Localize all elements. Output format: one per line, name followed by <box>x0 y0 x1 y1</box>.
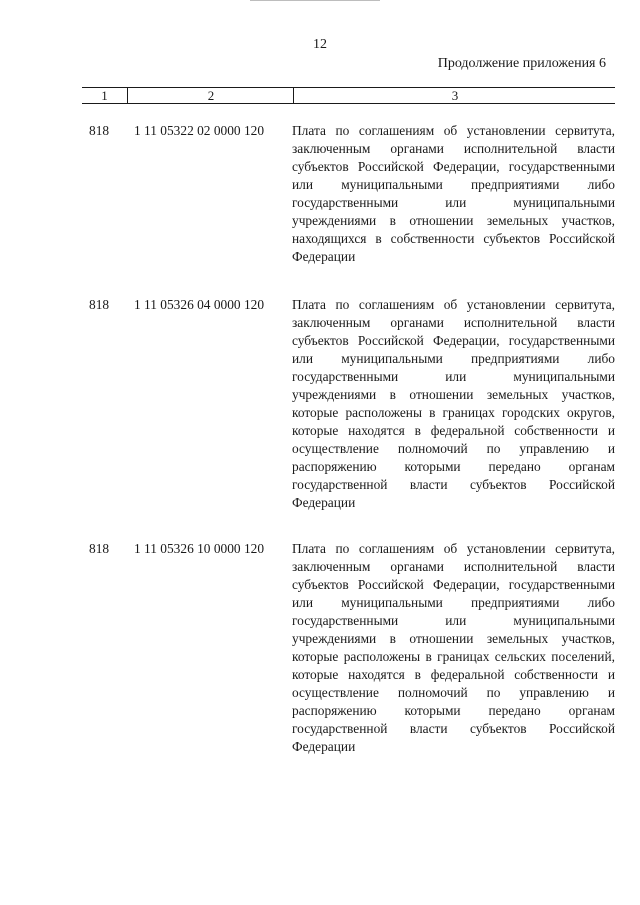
admin-code: 818 <box>89 541 110 556</box>
header-col-3: 3 <box>293 88 616 103</box>
income-code: 1 11 05326 04 0000 120 <box>134 297 265 312</box>
income-description: Плата по соглашениям об установлении сервитута, заключенным органами исполнительной власти субъектов Российской Федерации, государственными или муниципальными предприятиями либо государственными или муниципальными учреждениями в отношении земельных участков, которые расположены в границах городских округов, которые находятся в федеральной собственности и осуществление полномочий по управлению и распоряжению которыми передано органам государственной власти субъектов Российской Федерации <box>292 297 615 510</box>
page-number: 12 <box>313 37 327 52</box>
header-col-2: 2 <box>127 88 294 103</box>
continuation-caption: Продолжение приложения 6 <box>437 56 606 71</box>
income-code: 1 11 05326 10 0000 120 <box>134 541 265 556</box>
admin-code: 818 <box>89 297 110 312</box>
income-description: Плата по соглашениям об установлении сервитута, заключенным органами исполнительной власти субъектов Российской Федерации, государственными или муниципальными предприятиями либо государственными или муниципальными учреждениями в отношении земельных участков, которые расположены в границах сельских поселений, которые находятся в федеральной собственности и осуществление полномочий по управлению и распоряжению которыми передано органам государственной власти субъектов Российской Федерации <box>292 541 615 754</box>
income-description: Плата по соглашениям об установлении сервитута, заключенным органами исполнительной власти субъектов Российской Федерации, государственными или муниципальными предприятиями либо государственными или муниципальными учреждениями в отношении земельных участков, находящихся в собственности субъектов Российской Федерации <box>292 123 615 264</box>
top-divider <box>250 0 380 1</box>
admin-code: 818 <box>89 123 110 138</box>
header-col-1: 1 <box>101 88 108 103</box>
income-code: 1 11 05322 02 0000 120 <box>134 123 265 138</box>
table-header <box>82 87 615 104</box>
